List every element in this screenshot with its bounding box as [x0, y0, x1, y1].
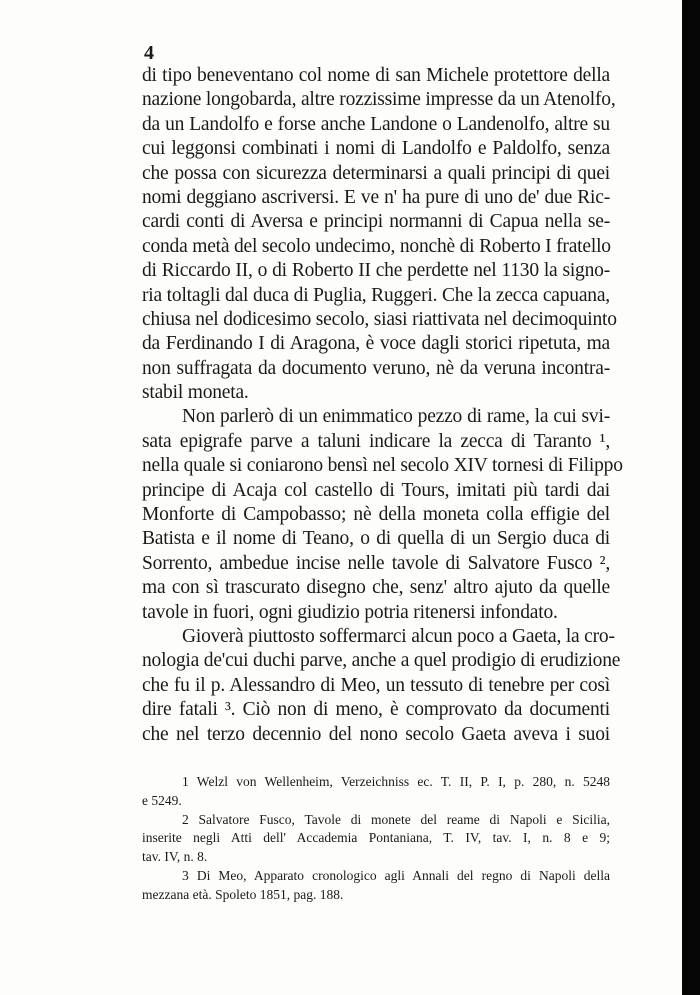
text-line: non suffragata da documento veruno, nè da veruna incontra-: [142, 357, 610, 379]
footnotes: [142, 773, 610, 905]
text-line: stabil moneta.: [142, 382, 249, 404]
text-line: nella quale si coniarono bensì nel secolo XIV tornesi di Filippo: [142, 455, 623, 477]
text-line: nazione longobarda, altre rozzissime impresse da un Atenolfo,: [142, 89, 616, 111]
text-line: di Riccardo II, o di Roberto II che perdette nel 1130 la signo-: [142, 260, 610, 282]
text-line: che nel terzo decennio del nono secolo Gaeta aveva i suoi: [142, 723, 610, 745]
footnote-line: inserite negli Atti dell' Accademia Pontaniana, T. IV, tav. I, n. 8 e 9;: [142, 830, 610, 846]
text-line: che fu il p. Alessandro di Meo, un tessuto di tenebre per così: [142, 674, 610, 696]
text-line: cui leggonsi combinati i nomi di Landolfo e Paldolfo, senza: [142, 138, 610, 160]
text-line: nomi deggiano ascriversi. E ve n' ha pure di uno de' due Ric-: [142, 186, 610, 208]
page-number: 4: [144, 42, 154, 64]
footnote-line: 1 Welzl von Wellenheim, Verzeichniss ec. T. II, P. I, p. 280, n. 5248: [182, 774, 610, 789]
text-line: tavole in fuori, ogni giudizio potria ritenersi infondato.: [142, 601, 558, 623]
text-line: da un Landolfo e forse anche Landone o Landenolfo, altre su: [142, 113, 610, 135]
text-line: Gioverà piuttosto soffermarci alcun poco a Gaeta, la cro-: [182, 625, 615, 647]
footnote-line: e 5249.: [142, 792, 182, 808]
main-text: [142, 64, 623, 747]
text-line: Sorrento, ambedue incise nelle tavole di Salvatore Fusco ²,: [142, 552, 610, 574]
text-line: chiusa nel dodicesimo secolo, siasi riattivata nel decimoquinto: [142, 308, 617, 330]
text-line: nologia de'cui duchi parve, anche a quel prodigio di erudizione: [142, 650, 621, 672]
text-line: dire fatali ³. Ciò non di meno, è comprovato da documenti: [142, 699, 610, 721]
text-line: ma con sì trascurato disegno che, senz' altro ajuto da quelle: [142, 577, 610, 599]
footnote-line: 3 Di Meo, Apparato cronologico agli Annali del regno di Napoli della: [182, 867, 610, 883]
text-line: di tipo beneventano col nome di san Michele protettore della: [142, 65, 610, 86]
text-line: da Ferdinando I di Aragona, è voce dagli storici ripetuta, ma: [142, 333, 610, 355]
text-line: che possa con sicurezza determinarsi a quali principi di quei: [142, 162, 610, 184]
footnote-line: mezzana età. Spoleto 1851, pag. 188.: [142, 886, 344, 902]
text-line: cardi conti di Aversa e principi normanni di Capua nella se-: [142, 211, 610, 233]
text-line: principe di Acaja col castello di Tours, imitati più tardi dai: [142, 479, 610, 501]
scan-edge-border: [682, 0, 700, 995]
text-line: Monforte di Campobasso; nè della moneta colla effigie del: [142, 504, 610, 526]
text-line: Non parlerò di un enimmatico pezzo di rame, la cui svi-: [182, 406, 610, 428]
text-line: sata epigrafe parve a taluni indicare la zecca di Taranto ¹,: [142, 430, 610, 452]
text-line: conda metà del secolo undecimo, nonchè di Roberto I fratello: [142, 235, 611, 257]
text-line: ria toltagli dal duca di Puglia, Ruggeri. Che la zecca capuana,: [142, 284, 610, 306]
footnote-line: 2 Salvatore Fusco, Tavole di monete del reame di Napoli e Sicilia,: [182, 811, 610, 827]
text-line: Batista e il nome di Teano, o di quella di un Sergio duca di: [142, 528, 610, 550]
footnote-line: tav. IV, n. 8.: [142, 849, 208, 865]
